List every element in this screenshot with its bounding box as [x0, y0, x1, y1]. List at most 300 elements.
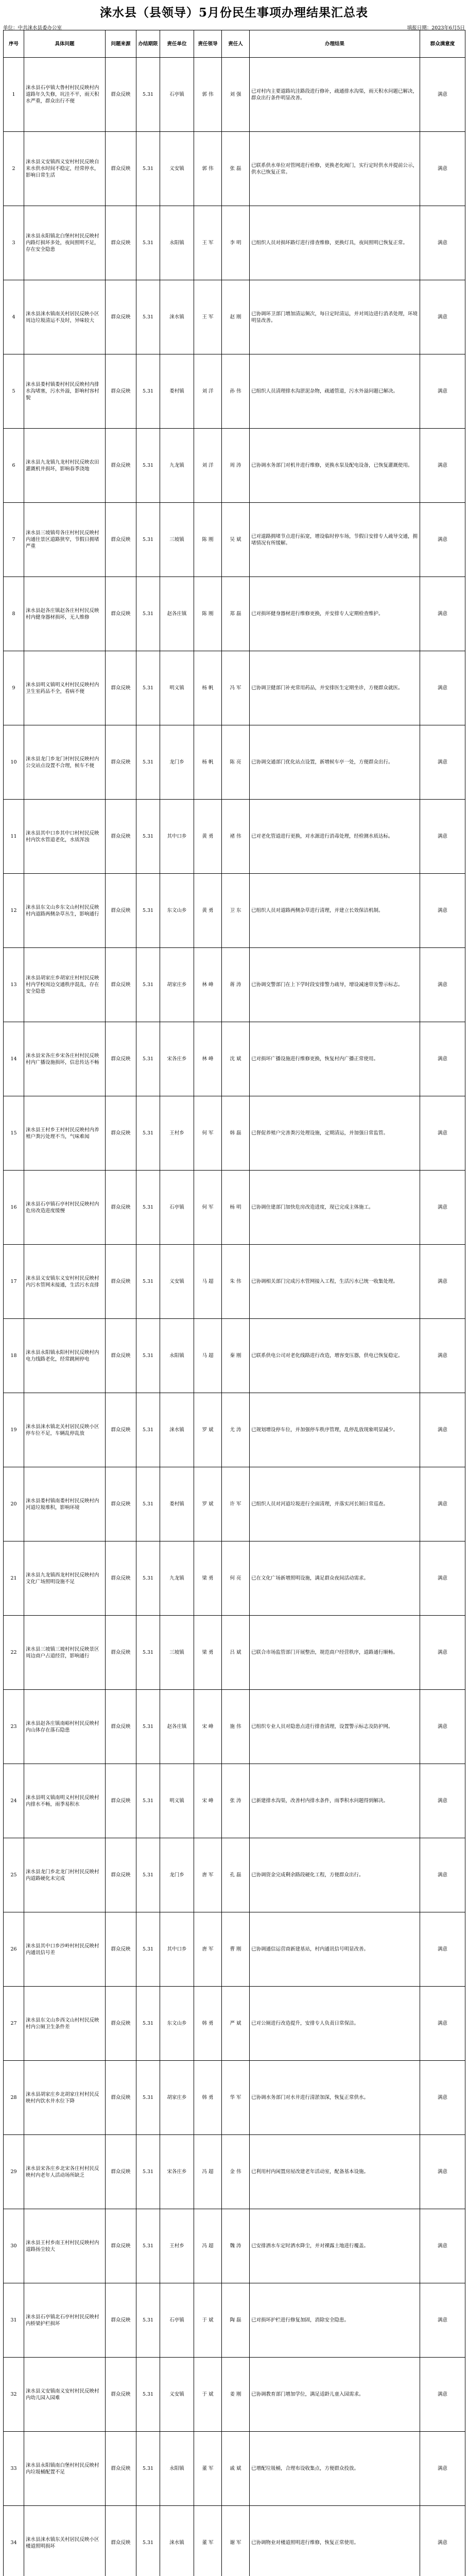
- table-row: [4, 2432, 465, 2506]
- row-issue: 涞水县宋各庄乡宋各庄村村民反映村内广播设施损坏，信息传达不畅: [24, 1022, 106, 1096]
- row-person: 陶 磊: [222, 2283, 250, 2358]
- row-number: 6: [4, 429, 24, 503]
- row-number: 12: [4, 874, 24, 948]
- row-result: 已组织人员对道路两侧杂草进行清理，并建立长效保洁机制。: [250, 874, 420, 948]
- row-unit: 三坡镇: [160, 1616, 194, 1690]
- row-leader: 陈 刚: [194, 577, 222, 651]
- row-number: 1: [4, 58, 24, 132]
- row-result: 已协调相关部门完成污水管网接入工程，生活污水已统一收集处理。: [250, 1245, 420, 1319]
- row-deadline: 5.31: [136, 1467, 160, 1541]
- row-deadline: 5.31: [136, 206, 160, 280]
- table-row: [4, 1838, 465, 1912]
- row-deadline: 5.31: [136, 725, 160, 800]
- row-source: 群众反映: [106, 1616, 136, 1690]
- row-leader: 杨 帆: [194, 725, 222, 800]
- row-satisfaction: 满意: [420, 1987, 465, 2061]
- table-body: [4, 58, 465, 2576]
- row-number: 30: [4, 2209, 24, 2283]
- row-leader: 何 军: [194, 1096, 222, 1171]
- row-leader: 刘 洋: [194, 429, 222, 503]
- row-deadline: 5.31: [136, 58, 160, 132]
- row-deadline: 5.31: [136, 1690, 160, 1764]
- row-unit: 涞水镇: [160, 1393, 194, 1467]
- header-deadline: 办结期限: [136, 30, 160, 58]
- row-issue: 涞水县娄村镇南娄村村民反映村内河道垃圾堆积，影响环境: [24, 1467, 106, 1541]
- row-unit: 涞水镇: [160, 280, 194, 354]
- row-person: 金 伟: [222, 2135, 250, 2209]
- row-deadline: 5.31: [136, 651, 160, 725]
- row-issue: 涞水县义安镇西义安村村民反映自来水供水时间不稳定，经常停水，影响日常生活: [24, 132, 106, 206]
- row-unit: 义安镇: [160, 1245, 194, 1319]
- row-leader: 宋 峰: [194, 1764, 222, 1838]
- row-satisfaction: 满意: [420, 280, 465, 354]
- table-row: [4, 206, 465, 280]
- row-person: 姜 刚: [222, 2358, 250, 2432]
- row-deadline: 5.31: [136, 429, 160, 503]
- row-result: 已组织人员对河道垃圾进行全面清理，并落实河长制日常巡查。: [250, 1467, 420, 1541]
- row-person: 戚 斌: [222, 2432, 250, 2506]
- row-deadline: 5.31: [136, 948, 160, 1022]
- row-leader: 马 超: [194, 1319, 222, 1393]
- row-person: 何 亮: [222, 1541, 250, 1616]
- row-result: 已协调住建部门加快危房改造进度，现已完成主体施工。: [250, 1171, 420, 1245]
- row-source: 群众反映: [106, 2209, 136, 2283]
- row-deadline: 5.31: [136, 1541, 160, 1616]
- table-row: [4, 577, 465, 651]
- row-result: 已对村内主要道路坑洼路段进行修补，疏通排水沟渠，雨天积水问题已解决，群众出行条件明显改善。: [250, 58, 420, 132]
- row-issue: 涞水县王村乡南王村村民反映村内道路扬尘较大: [24, 2209, 106, 2283]
- row-source: 群众反映: [106, 2135, 136, 2209]
- row-leader: 韩 勇: [194, 1987, 222, 2061]
- row-source: 群众反映: [106, 1987, 136, 2061]
- row-satisfaction: 满意: [420, 1541, 465, 1616]
- row-person: 谢 军: [222, 2506, 250, 2576]
- row-result: 已联系供水单位对管网进行检修，更换老化阀门，实行定时供水并提前公示，供水已恢复正常。: [250, 132, 420, 206]
- row-satisfaction: 满意: [420, 1690, 465, 1764]
- row-unit: 石亭镇: [160, 2283, 194, 2358]
- row-satisfaction: 满意: [420, 354, 465, 429]
- row-leader: 董 军: [194, 2506, 222, 2576]
- row-number: 32: [4, 2358, 24, 2432]
- row-unit: 东文山乡: [160, 874, 194, 948]
- row-satisfaction: 满意: [420, 2506, 465, 2576]
- row-leader: 罗 斌: [194, 1393, 222, 1467]
- row-deadline: 5.31: [136, 1987, 160, 2061]
- row-person: 孙 伟: [222, 354, 250, 429]
- row-leader: 王 军: [194, 280, 222, 354]
- table-row: [4, 354, 465, 429]
- row-unit: 石亭镇: [160, 58, 194, 132]
- row-result: 已协调通信运营商新建基站，村内通讯信号明显改善。: [250, 1912, 420, 1987]
- table-row: [4, 1319, 465, 1393]
- row-number: 7: [4, 503, 24, 577]
- row-person: 褚 伟: [222, 800, 250, 874]
- row-leader: 王 军: [194, 206, 222, 280]
- row-deadline: 5.31: [136, 577, 160, 651]
- row-satisfaction: 满意: [420, 1467, 465, 1541]
- row-source: 群众反映: [106, 206, 136, 280]
- row-deadline: 5.31: [136, 280, 160, 354]
- row-leader: 黄 勇: [194, 800, 222, 874]
- row-issue: 涞水县其中口乡沙岭村村民反映村内通讯信号差: [24, 1912, 106, 1987]
- row-result: 已对道路拥堵节点进行拓宽，增设临时停车场，节假日安排专人疏导交通，拥堵情况有所缓解。: [250, 503, 420, 577]
- row-number: 9: [4, 651, 24, 725]
- row-unit: 王村乡: [160, 2209, 194, 2283]
- row-issue: 涞水县石亭镇北石亭村村民反映村内桥梁护栏损坏: [24, 2283, 106, 2358]
- row-result: 已协调交警部门在上下学时段安排警力疏导，增设减速带及警示标志。: [250, 948, 420, 1022]
- table-row: [4, 132, 465, 206]
- table-row: [4, 1912, 465, 1987]
- header-row: [4, 30, 465, 58]
- row-deadline: 5.31: [136, 2432, 160, 2506]
- row-issue: 涞水县王村乡王村村民反映村内养殖户粪污处理不当，气味难闻: [24, 1096, 106, 1171]
- row-satisfaction: 满意: [420, 1616, 465, 1690]
- row-satisfaction: 满意: [420, 1838, 465, 1912]
- header-result: 办理结果: [250, 30, 420, 58]
- table-row: [4, 58, 465, 132]
- row-satisfaction: 满意: [420, 2283, 465, 2358]
- row-issue: 涞水县永阳镇南白堡村村民反映村内垃圾桶配置不足: [24, 2432, 106, 2506]
- row-deadline: 5.31: [136, 132, 160, 206]
- row-number: 34: [4, 2506, 24, 2576]
- row-source: 群众反映: [106, 1764, 136, 1838]
- table-row: [4, 2283, 465, 2358]
- row-result: 已协调交通部门优化站点设置，新增候车亭一处，方便群众出行。: [250, 725, 420, 800]
- row-source: 群众反映: [106, 1171, 136, 1245]
- table-row: [4, 2358, 465, 2432]
- table-row: [4, 725, 465, 800]
- row-unit: 宋各庄乡: [160, 2135, 194, 2209]
- header-person: 责任人: [222, 30, 250, 58]
- row-number: 11: [4, 800, 24, 874]
- fill-date: 填报日期：2023年6月5日: [407, 25, 465, 31]
- row-satisfaction: 满意: [420, 206, 465, 280]
- row-number: 3: [4, 206, 24, 280]
- row-satisfaction: 满意: [420, 2061, 465, 2135]
- row-leader: 刘 洋: [194, 354, 222, 429]
- row-source: 群众反映: [106, 2506, 136, 2576]
- row-satisfaction: 满意: [420, 651, 465, 725]
- row-source: 群众反映: [106, 1541, 136, 1616]
- row-satisfaction: 满意: [420, 132, 465, 206]
- row-deadline: 5.31: [136, 1245, 160, 1319]
- row-unit: 东文山乡: [160, 1987, 194, 2061]
- row-person: 尤 涛: [222, 1393, 250, 1467]
- row-issue: 涞水县龙门乡北龙门村村民反映村内道路硬化未完成: [24, 1838, 106, 1912]
- document-title: 涞水县（县领导）5月份民生事项办理结果汇总表: [99, 6, 368, 20]
- row-number: 17: [4, 1245, 24, 1319]
- row-result: 已联系供电公司对老化线路进行改造，增容变压器，供电已恢复稳定。: [250, 1319, 420, 1393]
- row-leader: 唐 军: [194, 1912, 222, 1987]
- row-source: 群众反映: [106, 800, 136, 874]
- table-row: [4, 1022, 465, 1096]
- row-person: 曹 刚: [222, 1912, 250, 1987]
- row-source: 群众反映: [106, 429, 136, 503]
- row-source: 群众反映: [106, 354, 136, 429]
- row-source: 群众反映: [106, 2061, 136, 2135]
- row-unit: 三坡镇: [160, 503, 194, 577]
- row-source: 群众反映: [106, 1838, 136, 1912]
- header-unit: 责任单位: [160, 30, 194, 58]
- row-unit: 赵各庄镇: [160, 577, 194, 651]
- row-deadline: 5.31: [136, 874, 160, 948]
- row-deadline: 5.31: [136, 1912, 160, 1987]
- row-result: 已协调水务部门对机井进行维修，更换水泵及配电设备，已恢复灌溉使用。: [250, 429, 420, 503]
- row-unit: 九龙镇: [160, 1541, 194, 1616]
- row-satisfaction: 满意: [420, 2135, 465, 2209]
- row-deadline: 5.31: [136, 1616, 160, 1690]
- row-unit: 石亭镇: [160, 1171, 194, 1245]
- row-leader: 于 斌: [194, 2283, 222, 2358]
- table-row: [4, 1616, 465, 1690]
- row-source: 群众反映: [106, 725, 136, 800]
- row-leader: 陈 刚: [194, 503, 222, 577]
- row-number: 18: [4, 1319, 24, 1393]
- row-result: 已在文化广场新增照明设施，满足群众夜间活动需求。: [250, 1541, 420, 1616]
- table-row: [4, 1690, 465, 1764]
- row-person: 韩 磊: [222, 1096, 250, 1171]
- row-issue: 涞水县明义镇南明义村村民反映村内排水不畅，雨季易积水: [24, 1764, 106, 1838]
- row-issue: 涞水县龙门乡龙门村村民反映村内公交站点设置不合理，候车不便: [24, 725, 106, 800]
- table-row: [4, 1764, 465, 1838]
- row-number: 25: [4, 1838, 24, 1912]
- row-number: 31: [4, 2283, 24, 2358]
- row-source: 群众反映: [106, 948, 136, 1022]
- row-source: 群众反映: [106, 58, 136, 132]
- row-leader: 梁 勇: [194, 1616, 222, 1690]
- row-number: 28: [4, 2061, 24, 2135]
- row-issue: 涞水县赵各庄镇赵各庄村村民反映村内健身器材损坏，无人维修: [24, 577, 106, 651]
- row-source: 群众反映: [106, 1467, 136, 1541]
- row-number: 15: [4, 1096, 24, 1171]
- row-issue: 涞水县永阳镇北白堡村村民反映村内路灯损坏多处，夜间照明不足，存在安全隐患: [24, 206, 106, 280]
- row-issue: 涞水县东文山乡东文山村村民反映村内道路两侧杂草丛生，影响通行: [24, 874, 106, 948]
- row-person: 陈 亮: [222, 725, 250, 800]
- row-issue: 涞水县义安镇南义安村村民反映村内幼儿园入园难: [24, 2358, 106, 2432]
- row-result: 已协调教育部门增加学位，满足适龄儿童入园需求。: [250, 2358, 420, 2432]
- row-satisfaction: 满意: [420, 2209, 465, 2283]
- row-source: 群众反映: [106, 874, 136, 948]
- row-unit: 娄村镇: [160, 354, 194, 429]
- row-person: 周 涛: [222, 429, 250, 503]
- row-result: 已对损坏护栏进行修复加固，消除安全隐患。: [250, 2283, 420, 2358]
- row-person: 魏 涛: [222, 2209, 250, 2283]
- header-satisfaction: 群众满意度: [420, 30, 465, 58]
- row-unit: 义安镇: [160, 2358, 194, 2432]
- row-person: 张 涛: [222, 1764, 250, 1838]
- row-satisfaction: 满意: [420, 874, 465, 948]
- row-source: 群众反映: [106, 1912, 136, 1987]
- row-leader: 郭 伟: [194, 132, 222, 206]
- row-person: 卫 东: [222, 874, 250, 948]
- row-number: 33: [4, 2432, 24, 2506]
- row-result: 已对损坏广播设施进行维修更换，恢复村内广播正常使用。: [250, 1022, 420, 1096]
- row-issue: 涞水县三坡镇苟各庄村村民反映村内通往景区道路狭窄，节假日拥堵严重: [24, 503, 106, 577]
- row-person: 孔 磊: [222, 1838, 250, 1912]
- row-person: 许 军: [222, 1467, 250, 1541]
- row-person: 郑 磊: [222, 577, 250, 651]
- row-satisfaction: 满意: [420, 1393, 465, 1467]
- row-result: 已协调水务部门对水井进行清淤加深，恢复正常供水。: [250, 2061, 420, 2135]
- row-leader: 冯 超: [194, 2209, 222, 2283]
- row-number: 16: [4, 1171, 24, 1245]
- summary-table: [3, 30, 465, 2576]
- row-satisfaction: 满意: [420, 725, 465, 800]
- row-leader: 何 军: [194, 1171, 222, 1245]
- row-result: 已新建排水沟渠，改善村内排水条件，雨季积水问题得到解决。: [250, 1764, 420, 1838]
- table-row: [4, 874, 465, 948]
- row-deadline: 5.31: [136, 2283, 160, 2358]
- header-leader: 责任领导: [194, 30, 222, 58]
- row-number: 13: [4, 948, 24, 1022]
- row-source: 群众反映: [106, 1022, 136, 1096]
- row-result: 已规划增设停车位，并加强停车秩序管理，乱停乱放现象明显减少。: [250, 1393, 420, 1467]
- row-source: 群众反映: [106, 2432, 136, 2506]
- row-number: 22: [4, 1616, 24, 1690]
- row-number: 26: [4, 1912, 24, 1987]
- table-row: [4, 1245, 465, 1319]
- row-leader: 唐 军: [194, 1838, 222, 1912]
- row-deadline: 5.31: [136, 1319, 160, 1393]
- row-source: 群众反映: [106, 2283, 136, 2358]
- row-deadline: 5.31: [136, 1838, 160, 1912]
- row-person: 张 磊: [222, 132, 250, 206]
- row-deadline: 5.31: [136, 1764, 160, 1838]
- row-person: 严 斌: [222, 1987, 250, 2061]
- row-unit: 九龙镇: [160, 429, 194, 503]
- row-result: 已对损坏健身器材进行维修更换，并安排专人定期检查维护。: [250, 577, 420, 651]
- row-issue: 涞水县石亭镇石亭村村民反映村内危房改造进度缓慢: [24, 1171, 106, 1245]
- row-unit: 胡家庄乡: [160, 948, 194, 1022]
- row-deadline: 5.31: [136, 503, 160, 577]
- row-result: 已协调物业对楼道照明进行维修，恢复正常使用。: [250, 2506, 420, 2576]
- row-issue: 涞水县九龙镇九龙村村民反映农田灌溉机井损坏，影响春季浇地: [24, 429, 106, 503]
- table-row: [4, 800, 465, 874]
- table-row: [4, 1096, 465, 1171]
- row-deadline: 5.31: [136, 1022, 160, 1096]
- row-satisfaction: 满意: [420, 2358, 465, 2432]
- row-issue: 涞水县涞水镇东关村居民反映小区楼道照明损坏: [24, 2506, 106, 2576]
- row-person: 秦 刚: [222, 1319, 250, 1393]
- header-no: 序号: [4, 30, 24, 58]
- row-person: 蒋 涛: [222, 948, 250, 1022]
- table-row: [4, 280, 465, 354]
- row-result: 已督促养殖户完善粪污处理设施，定期清运，并加强日常监管。: [250, 1096, 420, 1171]
- row-person: 施 伟: [222, 1690, 250, 1764]
- row-leader: 于 斌: [194, 2358, 222, 2432]
- row-satisfaction: 满意: [420, 1764, 465, 1838]
- row-issue: 涞水县其中口乡其中口村村民反映村内饮水管道老化，水质浑浊: [24, 800, 106, 874]
- row-issue: 涞水县胡家庄乡北胡家庄村村民反映村内饮水井水位下降: [24, 2061, 106, 2135]
- header-issue: 具体问题: [24, 30, 106, 58]
- row-source: 群众反映: [106, 280, 136, 354]
- row-result: 已增配垃圾桶，合理布设收集点，方便群众投放。: [250, 2432, 420, 2506]
- row-deadline: 5.31: [136, 800, 160, 874]
- table-row: [4, 2061, 465, 2135]
- row-number: 29: [4, 2135, 24, 2209]
- row-deadline: 5.31: [136, 2135, 160, 2209]
- table-row: [4, 2506, 465, 2576]
- row-result: 已对老化管道进行更换，对水源进行消毒处理，经检测水质达标。: [250, 800, 420, 874]
- row-result: 已组织专业人员对隐患点进行排查清理，设置警示标志及防护网。: [250, 1690, 420, 1764]
- row-source: 群众反映: [106, 503, 136, 577]
- row-unit: 永阳镇: [160, 2432, 194, 2506]
- header-source: 问题来源: [106, 30, 136, 58]
- row-deadline: 5.31: [136, 2061, 160, 2135]
- row-result: 已协调环卫部门增加清运频次，每日定时清运，并对周边进行消杀处理，环境明显改善。: [250, 280, 420, 354]
- row-unit: 龙门乡: [160, 725, 194, 800]
- row-issue: 涞水县娄村镇娄村村民反映村内排水沟堵塞，污水外溢，影响村容村貌: [24, 354, 106, 429]
- row-satisfaction: 满意: [420, 948, 465, 1022]
- row-issue: 涞水县永阳镇永阳村村民反映村内电力线路老化，经常跳闸停电: [24, 1319, 106, 1393]
- table-row: [4, 2135, 465, 2209]
- row-leader: 韩 勇: [194, 2061, 222, 2135]
- row-issue: 涞水县明义镇明义村村民反映村内卫生室药品不全，看病不便: [24, 651, 106, 725]
- row-number: 24: [4, 1764, 24, 1838]
- row-leader: 冯 超: [194, 2135, 222, 2209]
- row-result: 已组织人员清理排水沟淤泥杂物，疏通管道，污水外溢问题已解决。: [250, 354, 420, 429]
- row-number: 21: [4, 1541, 24, 1616]
- row-unit: 王村乡: [160, 1096, 194, 1171]
- row-deadline: 5.31: [136, 2358, 160, 2432]
- row-source: 群众反映: [106, 1393, 136, 1467]
- row-person: 冯 军: [222, 651, 250, 725]
- row-result: 已对公厕进行改造提升，安排专人负责日常保洁。: [250, 1987, 420, 2061]
- row-person: 吴 斌: [222, 503, 250, 577]
- row-source: 群众反映: [106, 1690, 136, 1764]
- row-person: 华 军: [222, 2061, 250, 2135]
- row-satisfaction: 满意: [420, 1319, 465, 1393]
- row-unit: 明义镇: [160, 1764, 194, 1838]
- row-unit: 其中口乡: [160, 1912, 194, 1987]
- table-row: [4, 1987, 465, 2061]
- row-issue: 涞水县九龙镇西龙村村民反映村内文化广场照明设施不足: [24, 1541, 106, 1616]
- row-person: 赵 刚: [222, 280, 250, 354]
- row-issue: 涞水县东文山乡西文山村村民反映村内公厕卫生条件差: [24, 1987, 106, 2061]
- row-leader: 罗 斌: [194, 1467, 222, 1541]
- row-result: 已协调资金完成剩余路段硬化工程，方便群众出行。: [250, 1838, 420, 1912]
- row-issue: 涞水县义安镇东义安村村民反映村内污水管网未接通，生活污水直排: [24, 1245, 106, 1319]
- table-row: [4, 2209, 465, 2283]
- row-leader: 梁 勇: [194, 1541, 222, 1616]
- row-unit: 涞水镇: [160, 2506, 194, 2576]
- row-deadline: 5.31: [136, 1393, 160, 1467]
- row-satisfaction: 满意: [420, 1912, 465, 1987]
- row-person: 吕 斌: [222, 1616, 250, 1690]
- row-result: 已安排洒水车定时洒水降尘，并对裸露土地进行覆盖。: [250, 2209, 420, 2283]
- row-satisfaction: 满意: [420, 58, 465, 132]
- row-result: 已组织人员对损坏路灯进行排查维修，更换灯具，夜间照明已恢复正常。: [250, 206, 420, 280]
- row-source: 群众反映: [106, 1096, 136, 1171]
- table-row: [4, 1541, 465, 1616]
- table-row: [4, 651, 465, 725]
- table-row: [4, 503, 465, 577]
- row-person: 刘 强: [222, 58, 250, 132]
- row-source: 群众反映: [106, 651, 136, 725]
- row-number: 8: [4, 577, 24, 651]
- row-number: 2: [4, 132, 24, 206]
- row-person: 杨 明: [222, 1171, 250, 1245]
- row-leader: 宋 峰: [194, 1690, 222, 1764]
- row-unit: 宋各庄乡: [160, 1022, 194, 1096]
- row-deadline: 5.31: [136, 2209, 160, 2283]
- row-issue: 涞水县宋各庄乡北宋各庄村村民反映村内老年人活动场所缺乏: [24, 2135, 106, 2209]
- row-source: 群众反映: [106, 2358, 136, 2432]
- row-unit: 永阳镇: [160, 206, 194, 280]
- row-number: 27: [4, 1987, 24, 2061]
- table-row: [4, 948, 465, 1022]
- row-issue: 涞水县涞水镇北关村居民反映小区停车位不足，车辆乱停乱放: [24, 1393, 106, 1467]
